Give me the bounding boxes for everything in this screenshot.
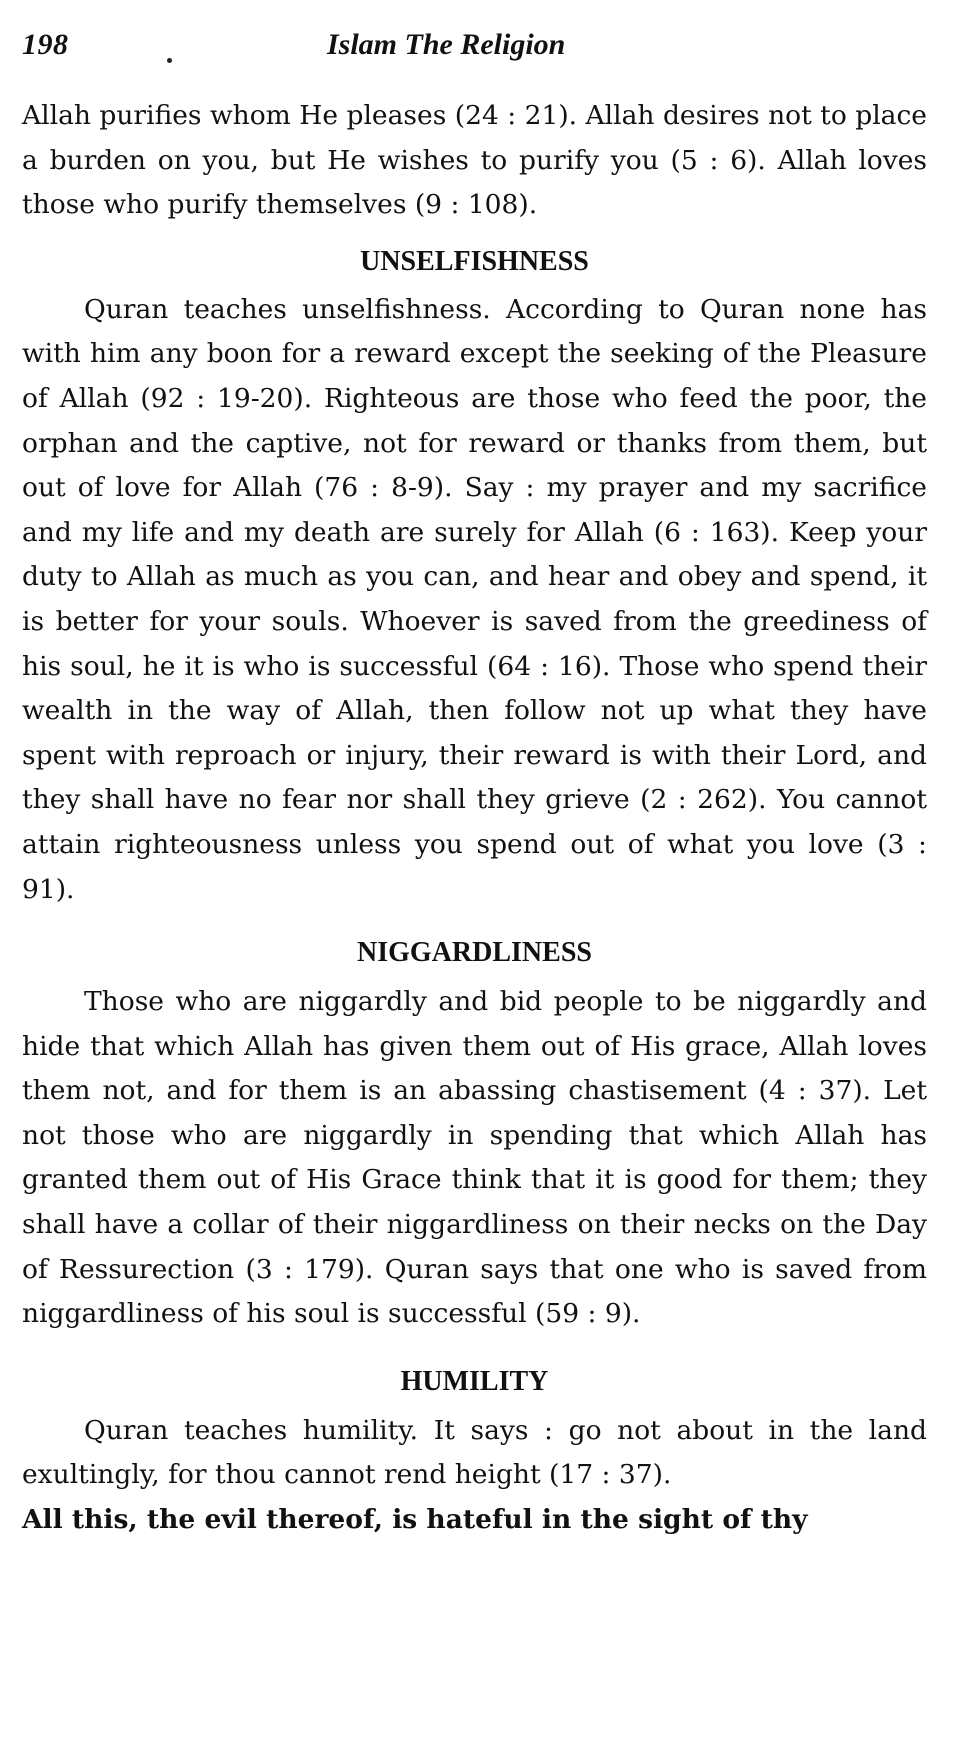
section-heading-unselfishness: UNSELFISHNESS <box>360 245 589 277</box>
section-heading-humility: HUMILITY <box>400 1365 549 1397</box>
page-header <box>22 28 922 72</box>
print-speck <box>167 58 172 63</box>
section-heading-niggardliness: NIGGARDLINESS <box>357 937 592 969</box>
intro-paragraph: Allah purifies whom He pleases (24 : 21). Allah desires not to place a burden on you, but He wishes to purify you (5 : 6). Allah loves those who purify themselves (9 : 108). <box>22 100 927 221</box>
section-paragraph-humility: Quran teaches humility. It says : go not about in the land exultingly, for thou cannot rend height (17 : 37). <box>22 1414 927 1491</box>
section-paragraph-niggardliness: Those who are niggardly and bid people to be niggardly and hide that which Allah has given them out of His grace, Allah loves them not, and for them is an abassing chastisement (4 : 37). Let not those who are niggardly in spending that which Allah has granted them out of His Grace think that it is good for them; they shall have a collar of their niggardliness on their necks on the Day of Ressurection (3 : 179). Quran says that one who is saved from niggardliness of his soul is successful (59 : 9). <box>22 986 927 1330</box>
section-paragraph-unselfishness: Quran teaches unselfishness. According to Quran none has with him any boon for a reward except the seeking of the Pleasure of Allah (92 : 19-20). Righteous are those who feed the poor, the orphan and the captive, not for reward or thanks from them, but out of love for Allah (76 : 8-9). Say : my prayer and my sacrifice and my life and my death are surely for Allah (6 : 163). Keep your duty to Allah as much as you can, and hear and obey and spend, it is better for your souls. Whoever is saved from the greediness of his soul, he it is who is successful (64 : 16). Those who spend their wealth in the way of Allah, then follow not up what they have spent with reproach or injury, their reward is with their Lord, and they shall have no fear nor shall they grieve (2 : 262). You cannot attain righteousness unless you spend out of what you love (3 : 91). <box>22 293 927 905</box>
page-body <box>22 94 927 1543</box>
section-paragraph-humility-continued: All this, the evil thereof, is hateful in the sight of thy <box>22 1504 808 1536</box>
page-number: 198 <box>22 28 69 61</box>
running-title: Islam The Religion <box>327 28 566 61</box>
